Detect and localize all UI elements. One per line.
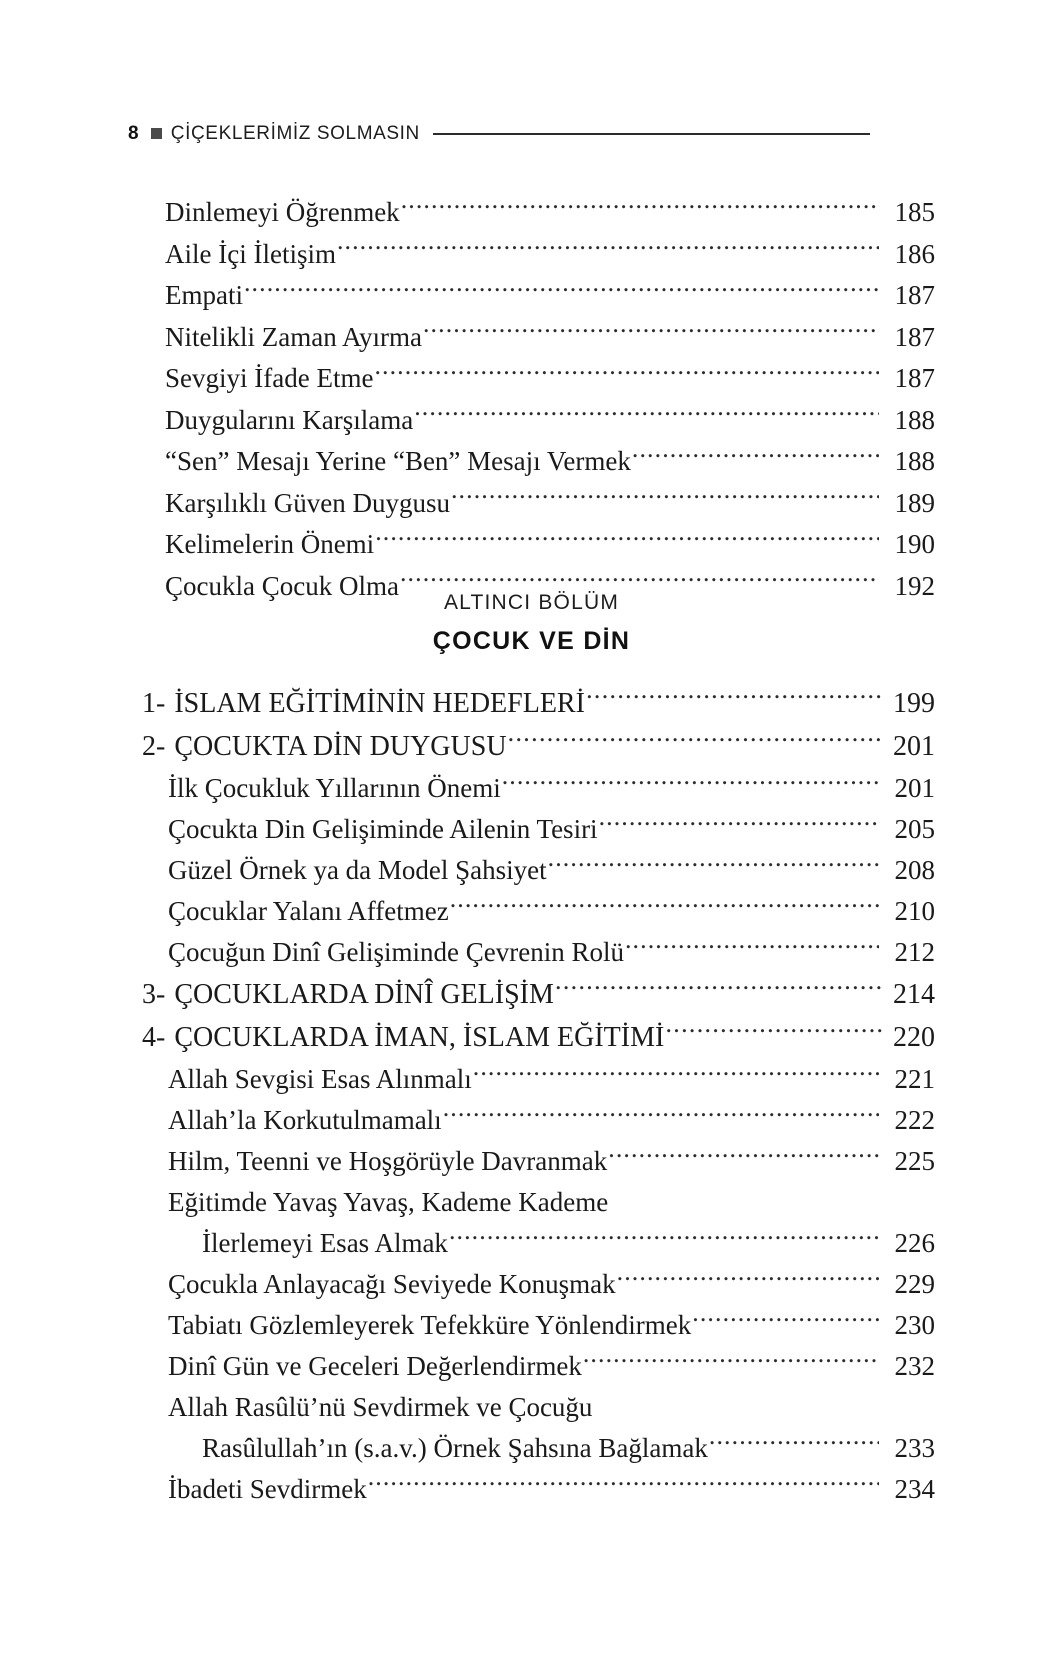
toc-entry-title: Rasûlullah’ın (s.a.v.) Örnek Şahsına Bağlamak — [202, 1433, 708, 1463]
toc-entry[interactable] — [0, 768, 1063, 809]
toc-entry[interactable] — [0, 725, 1063, 768]
toc-entry[interactable] — [0, 317, 1063, 359]
toc-entry[interactable] — [0, 1141, 1063, 1182]
toc-entry-title: ÇOCUKLARDA İMAN, İSLAM EĞİTİMİ — [174, 1022, 665, 1053]
dot-leader — [443, 1102, 879, 1129]
toc-entry-page-number: 208 — [894, 855, 935, 885]
toc-entry-title: ÇOCUKTA DİN DUYGUSU — [174, 731, 507, 762]
toc-entry-title: Kelimelerin Önemi — [165, 529, 375, 559]
dot-leader — [599, 811, 879, 838]
toc-entry-title: Dinlemeyi Öğrenmek — [165, 197, 400, 227]
dot-leader — [473, 1061, 879, 1088]
book-title: ÇİÇEKLERİMİZ SOLMASIN — [170, 123, 420, 144]
toc-entry-page-number: 222 — [894, 1105, 935, 1135]
toc-entry[interactable] — [0, 275, 1063, 317]
toc-entry[interactable] — [0, 400, 1063, 442]
toc-entry[interactable] — [0, 483, 1063, 525]
toc-entry-title: ÇOCUKLARDA DİNÎ GELİŞİM — [174, 979, 554, 1010]
toc-entry-page-number: 188 — [894, 446, 935, 476]
toc-entry-number: 3- — [142, 979, 166, 1010]
toc-entry-page-number: 188 — [894, 404, 935, 435]
dot-leader — [508, 727, 882, 755]
toc-entry-page-number: 210 — [894, 896, 935, 926]
toc-entry-title: Güzel Örnek ya da Model Şahsiyet — [168, 855, 547, 885]
toc-entry[interactable] — [0, 891, 1063, 932]
toc-entry-page-number: 189 — [894, 487, 935, 518]
toc-entry-page-number: 230 — [894, 1310, 935, 1340]
toc-entry-title: Eğitimde Yavaş Yavaş, Kademe Kademe — [168, 1187, 609, 1217]
toc-entry[interactable] — [0, 1305, 1063, 1346]
toc-entry[interactable] — [0, 192, 1063, 234]
toc-entry-title: Aile İçi İletişim — [165, 238, 336, 269]
toc-entry-page-number: 220 — [893, 1022, 935, 1053]
toc-entry-page-number: 229 — [894, 1269, 935, 1299]
toc-entry[interactable] — [0, 1428, 1063, 1469]
toc-entry-title: Allah Rasûlü’nü Sevdirmek ve Çocuğu — [168, 1392, 593, 1422]
toc-entry[interactable] — [0, 1346, 1063, 1387]
toc-entry-page-number: 221 — [894, 1064, 935, 1094]
toc-entry — [0, 1182, 1063, 1223]
toc-entry-page-number: 233 — [894, 1433, 935, 1463]
toc-entry-page-number: 186 — [894, 238, 935, 269]
toc-entry-title: İbadeti Sevdirmek — [168, 1474, 367, 1504]
toc-entry-title: Nitelikli Zaman Ayırma — [165, 321, 422, 352]
dot-leader — [401, 194, 879, 221]
toc-entry-page-number: 226 — [894, 1228, 935, 1258]
toc-entry — [0, 1387, 1063, 1428]
toc-entry-page-number: 187 — [894, 321, 935, 352]
toc-entry-title: Dinî Gün ve Geceleri Değerlendirmek — [168, 1351, 582, 1381]
dot-leader — [449, 1225, 879, 1252]
toc-entry-page-number: 192 — [894, 570, 935, 601]
dot-leader — [451, 485, 879, 512]
toc-entry-page-number: 232 — [894, 1351, 935, 1381]
toc-entry[interactable] — [0, 850, 1063, 891]
toc-entry-title: Duygularını Karşılama — [165, 404, 414, 435]
dot-leader — [450, 893, 879, 920]
toc-entry-title: Karşılıklı Güven Duygusu — [165, 487, 450, 518]
dot-leader — [617, 1266, 879, 1293]
page-folio: 8 — [128, 123, 139, 144]
toc-entry-page-number: 185 — [894, 197, 935, 227]
toc-entry-number: 2- — [142, 731, 166, 762]
dot-leader — [337, 236, 879, 263]
chapter-heading — [0, 588, 1063, 664]
toc-entry-title: “Sen” Mesajı Yerine “Ben” Mesajı Vermek — [165, 446, 631, 476]
toc-entry-page-number: 214 — [893, 979, 935, 1010]
toc-entry-page-number: 201 — [893, 731, 935, 762]
toc-entry[interactable] — [0, 441, 1063, 483]
toc-entry[interactable] — [0, 1100, 1063, 1141]
toc-entry-page-number: 201 — [894, 773, 935, 803]
toc-entry-page-number: 212 — [894, 937, 935, 967]
dot-leader — [423, 319, 879, 346]
dot-leader — [548, 852, 879, 879]
toc-section-chapter-six — [0, 682, 1063, 1510]
dot-leader — [586, 684, 882, 712]
toc-entry-page-number: 199 — [893, 688, 935, 719]
dot-leader — [244, 277, 879, 304]
toc-entry-page-number: 205 — [894, 814, 935, 844]
toc-entry-title: İSLAM EĞİTİMİNİN HEDEFLERİ — [174, 688, 585, 719]
dot-leader — [502, 770, 879, 797]
toc-entry[interactable] — [0, 932, 1063, 973]
dot-leader — [374, 360, 879, 387]
dot-leader — [632, 443, 879, 470]
chapter-title: ÇOCUK VE DİN — [432, 627, 631, 655]
toc-entry-title: İlerlemeyi Esas Almak — [202, 1228, 448, 1258]
toc-entry[interactable] — [0, 809, 1063, 850]
toc-entry-page-number: 234 — [894, 1474, 935, 1504]
toc-entry-title: Allah Sevgisi Esas Alınmalı — [168, 1064, 472, 1094]
toc-entry-page-number: 187 — [894, 363, 935, 393]
dot-leader — [709, 1430, 879, 1457]
chapter-kicker: ALTINCI BÖLÜM — [443, 591, 620, 614]
toc-entry-page-number: 225 — [894, 1146, 935, 1176]
dot-leader — [414, 402, 879, 429]
toc-entry[interactable] — [0, 234, 1063, 276]
toc-entry-title: Çocuklar Yalanı Affetmez — [168, 896, 449, 926]
toc-entry-title: Çocukta Din Gelişiminde Ailenin Tesiri — [168, 814, 598, 844]
dot-leader — [368, 1471, 879, 1498]
toc-entry[interactable] — [0, 1016, 1063, 1059]
toc-entry[interactable] — [0, 973, 1063, 1016]
dot-leader — [625, 934, 879, 961]
toc-entry-page-number: 187 — [894, 280, 935, 310]
toc-entry[interactable] — [0, 358, 1063, 400]
toc-section-previous — [0, 192, 1063, 607]
dot-leader — [608, 1143, 879, 1170]
running-head — [128, 124, 870, 143]
toc-entry-title: Sevgiyi İfade Etme — [165, 363, 374, 393]
toc-entry-title: Hilm, Teenni ve Hoşgörüyle Davranmak — [168, 1146, 608, 1176]
toc-entry-title: Empati — [165, 280, 243, 310]
toc-entry-page-number: 190 — [894, 529, 935, 559]
toc-entry[interactable] — [0, 1059, 1063, 1100]
toc-entry-title: Çocukla Çocuk Olma — [165, 570, 399, 601]
toc-entry[interactable] — [0, 1264, 1063, 1305]
toc-entry[interactable] — [0, 1469, 1063, 1510]
dot-leader — [583, 1348, 879, 1375]
toc-entry-title: İlk Çocukluk Yıllarının Önemi — [168, 773, 501, 803]
toc-entry-title: Çocuğun Dinî Gelişiminde Çevrenin Rolü — [168, 937, 624, 967]
dot-leader — [375, 526, 879, 553]
filled-square-icon — [151, 128, 162, 139]
toc-entry[interactable] — [0, 1223, 1063, 1264]
toc-entry-title: Çocukla Anlayacağı Seviyede Konuşmak — [168, 1269, 616, 1299]
toc-entry[interactable] — [0, 524, 1063, 566]
dot-leader — [555, 975, 882, 1003]
dot-leader — [692, 1307, 879, 1334]
header-rule — [433, 133, 870, 135]
toc-entry[interactable] — [0, 682, 1063, 725]
toc-entry-title: Allah’la Korkutulmamalı — [168, 1105, 442, 1135]
toc-entry-title: Tabiatı Gözlemleyerek Tefekküre Yönlendirmek — [168, 1310, 692, 1340]
dot-leader — [665, 1018, 882, 1046]
toc-entry-number: 1- — [142, 688, 166, 719]
toc-entry-number: 4- — [142, 1022, 166, 1053]
